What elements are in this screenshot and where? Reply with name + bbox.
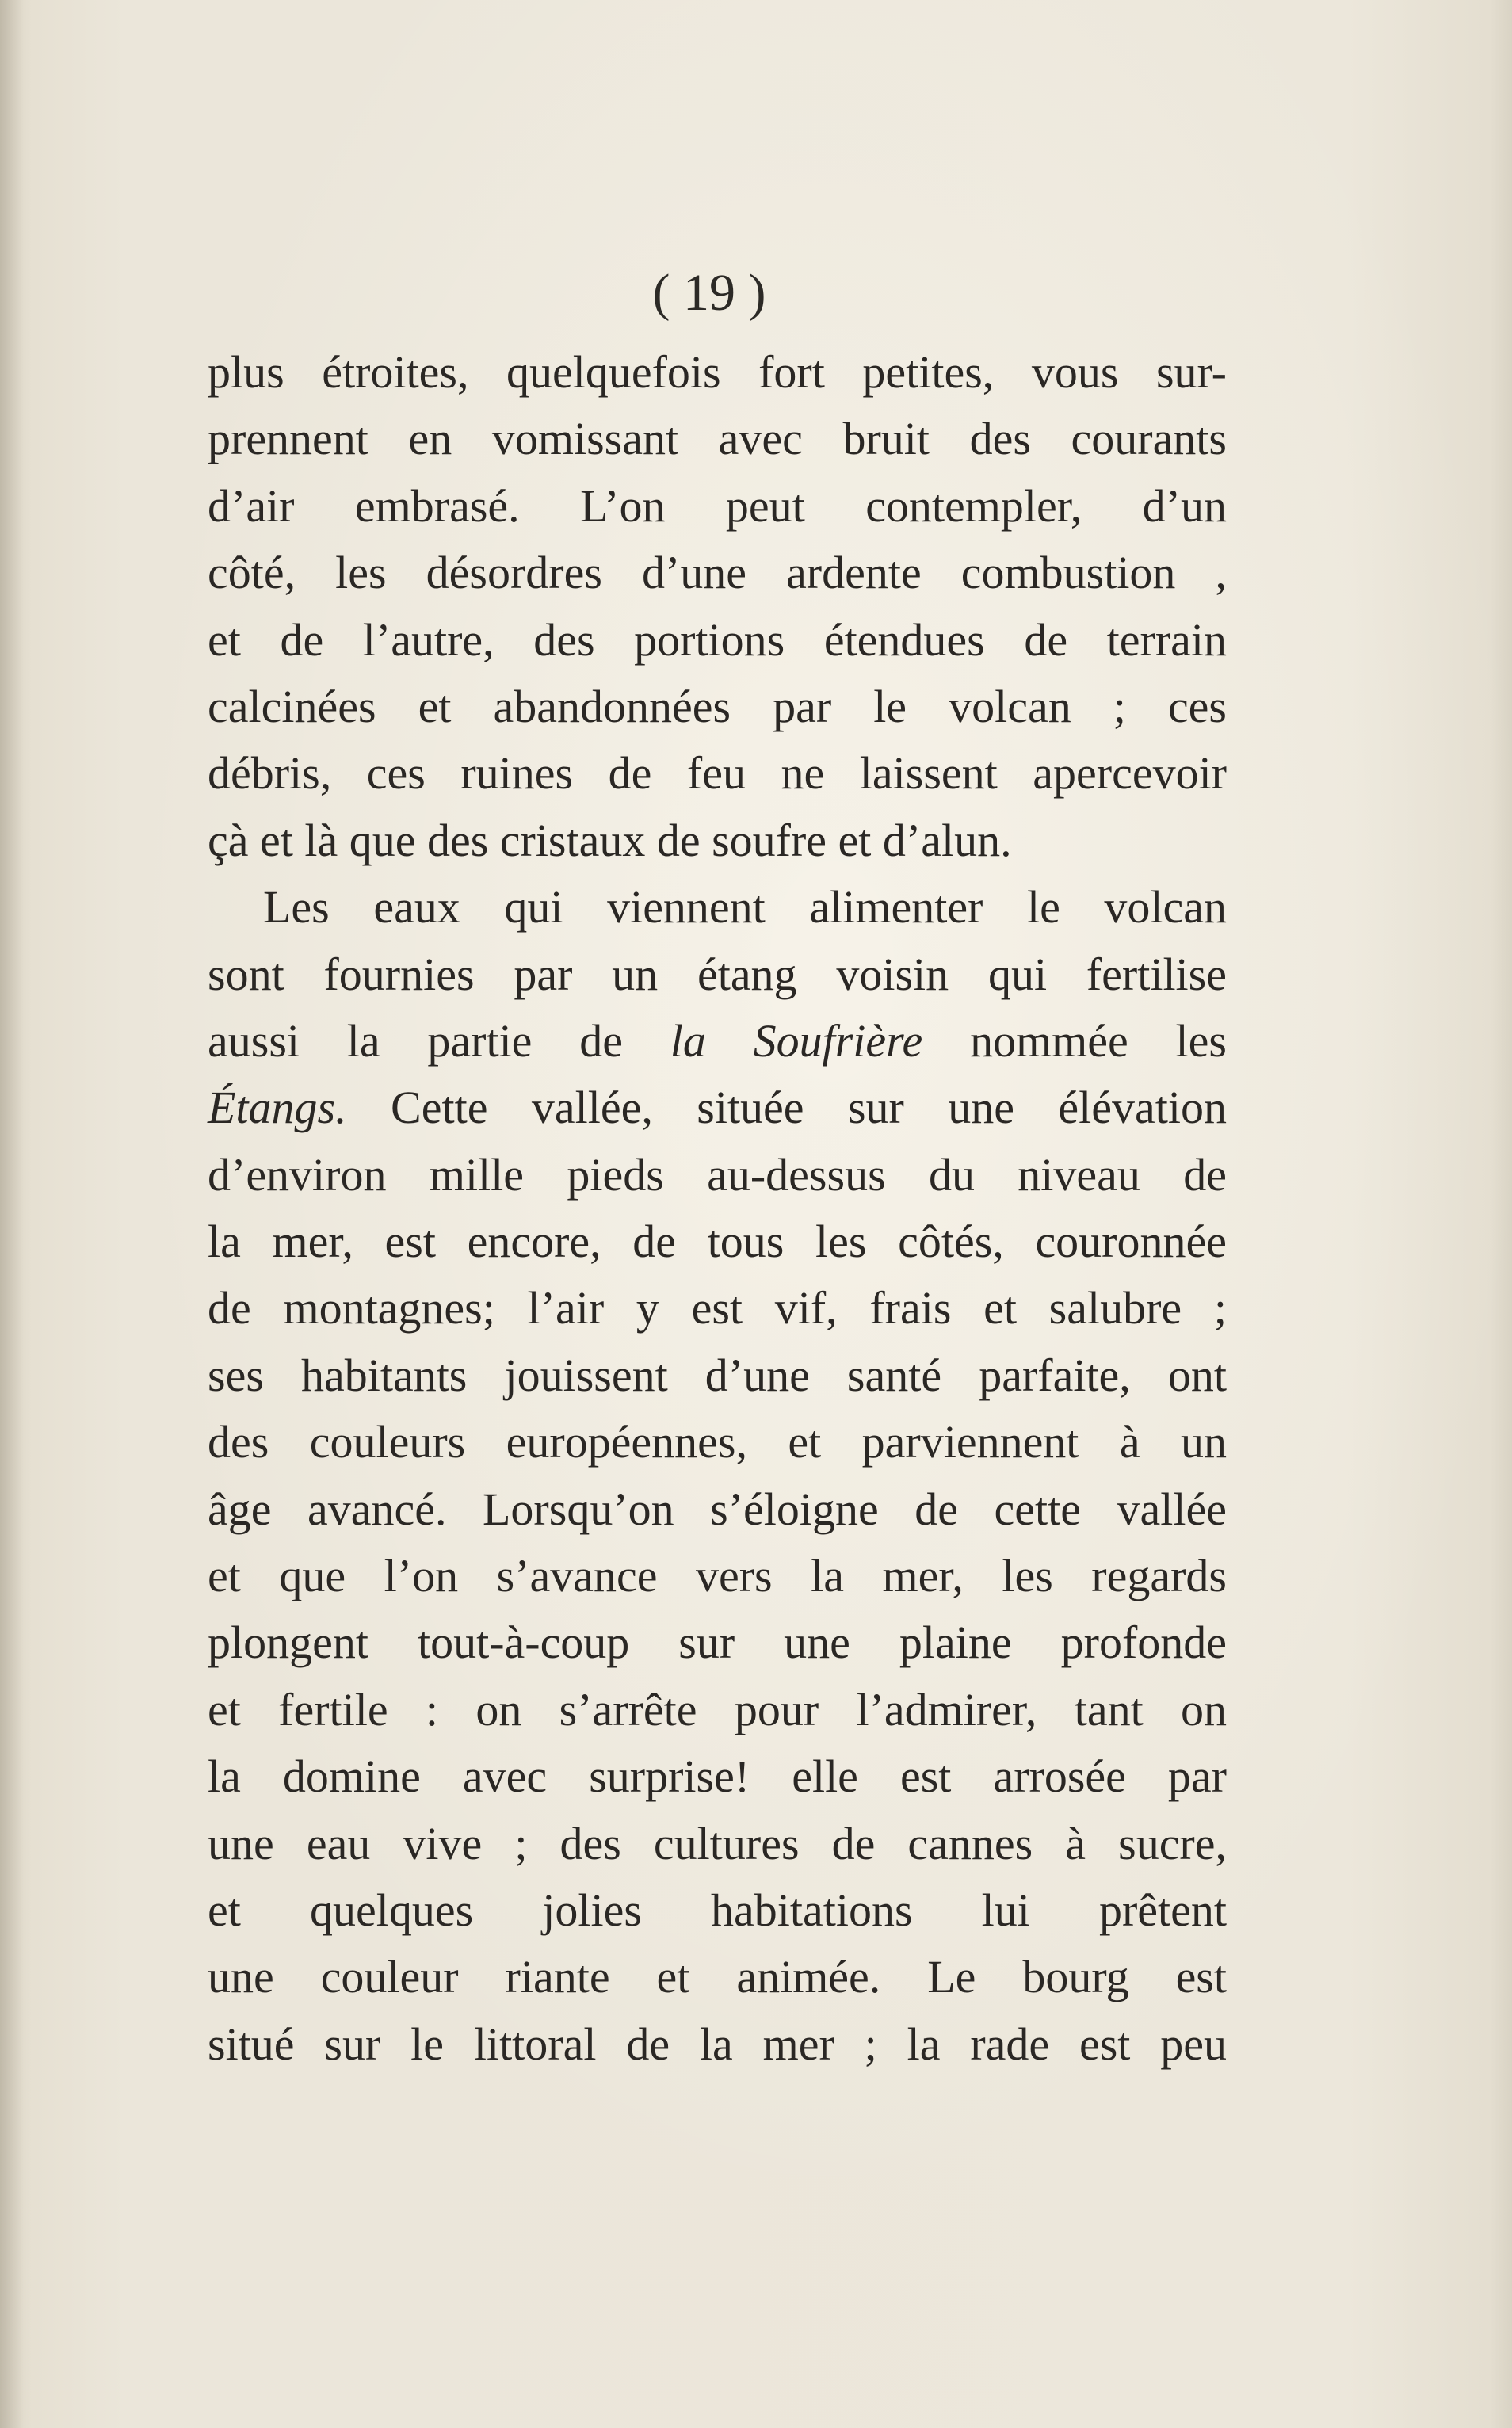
text-line: et que l’on s’avance vers la mer, les regards — [208, 1550, 1227, 1602]
text-line: sont fournies par un étang voisin qui fertilise — [208, 948, 1227, 1000]
text-line: des couleurs européennes, et parviennent à un — [208, 1416, 1227, 1468]
text-line: et fertile : on s’arrête pour l’admirer, tant on — [208, 1683, 1227, 1735]
text-line: plus étroites, quelquefois fort petites, vous sur- — [208, 346, 1227, 398]
text-line-paragraph-start: Les eaux qui viennent alimenter le volcan — [263, 881, 1227, 933]
text-line: plongent tout-à-coup sur une plaine profonde — [208, 1617, 1227, 1669]
text-line: la domine avec surprise! elle est arrosée par — [208, 1750, 1227, 1803]
text-line: calcinées et abandonnées par le volcan ; ces — [208, 680, 1227, 732]
text-line: côté, les désordres d’une ardente combustion , — [208, 547, 1227, 599]
text-line-paragraph-end: çà et là que des cristaux de soufre et d’alun. — [208, 814, 1012, 866]
text-line: une eau vive ; des cultures de cannes à sucre, — [208, 1817, 1227, 1869]
italic-place-name: Étangs. — [208, 1082, 347, 1134]
text-line: de montagnes; l’air y est vif, frais et salubre ; — [208, 1282, 1227, 1334]
text-line: situé sur le littoral de la mer ; la rade est peu — [208, 2018, 1227, 2070]
text-line: une couleur riante et animée. Le bourg est — [208, 1951, 1227, 2003]
text-line: d’air embrasé. L’on peut contempler, d’un — [208, 479, 1227, 532]
text-line: aussi la partie de la Soufrière nommée les — [208, 1014, 1227, 1067]
page-gutter-shadow — [0, 0, 24, 2428]
page-number: ( 19 ) — [652, 264, 766, 322]
text-line: d’environ mille pieds au-dessus du niveau de — [208, 1148, 1227, 1201]
text-line: et quelques jolies habitations lui prêtent — [208, 1884, 1227, 1936]
body-text — [208, 339, 1227, 2078]
text-line: débris, ces ruines de feu ne laissent apercevoir — [208, 747, 1227, 800]
text-line: et de l’autre, des portions étendues de terrain — [208, 613, 1227, 666]
italic-place-name: la Soufrière — [670, 1014, 923, 1067]
text-line: la mer, est encore, de tous les côtés, couronnée — [208, 1216, 1227, 1268]
text-line: ses habitants jouissent d’une santé parfaite, ont — [208, 1349, 1227, 1401]
text-line: prennent en vomissant avec bruit des courants — [208, 413, 1227, 465]
text-line: âge avancé. Lorsqu’on s’éloigne de cette vallée — [208, 1483, 1227, 1535]
text-line: Étangs. Cette vallée, située sur une élévation — [208, 1082, 1227, 1134]
